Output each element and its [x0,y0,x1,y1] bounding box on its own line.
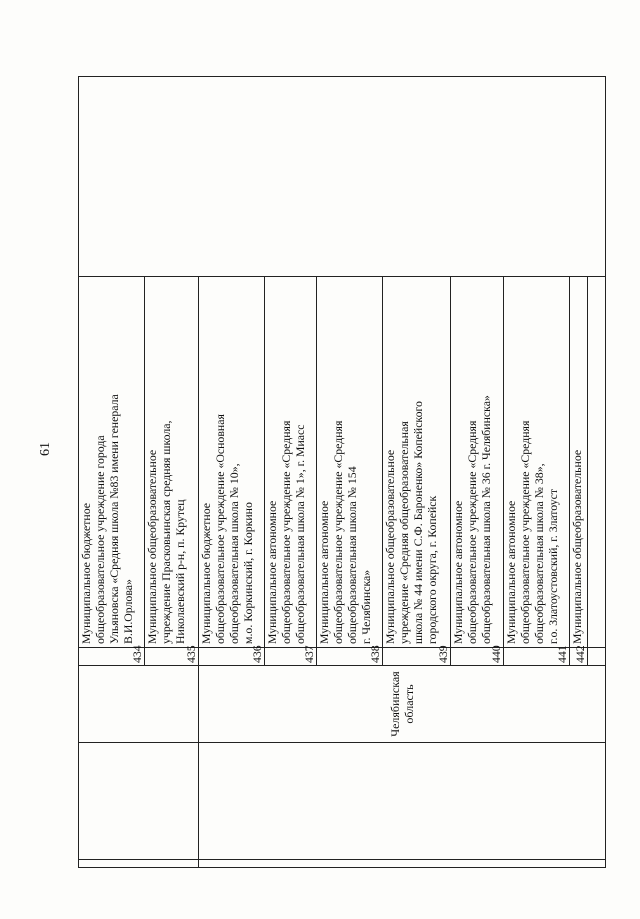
school-name: Муниципальное автономное общеобразовательное учреждение «Средняя общеобразовательная школа № 1», г. Миасс [265,277,317,648]
empty-cell [79,666,199,743]
row-number: 437 [265,648,317,666]
row-number: 434 [79,648,145,666]
rotated-table-wrapper [78,77,605,868]
school-name: Муниципальное бюджетное общеобразовательное учреждение города Ульяновска «Средняя школа №83 имени генерала В.И.Орлова» [79,277,145,648]
row-number: 442 [570,648,588,666]
row-number: 435 [145,648,199,666]
empty-cell [588,648,606,666]
empty-cell [79,860,199,868]
school-name: Муниципальное бюджетное общеобразовательное учреждение «Основная общеобразовательная школа № 10», м.о. Коркинский, г. Коркино [199,277,265,648]
school-name: Муниципальное автономное общеобразовательное учреждение «Средняя общеобразовательная школа № 36 г. Челябинска» [451,277,504,648]
schools-table [78,76,606,868]
row-number: 436 [199,648,265,666]
school-name: Муниципальное автономное общеобразовательное учреждение «Средняя общеобразовательная школа № 154 г. Челябинска» [317,277,383,648]
row-number: 438 [317,648,383,666]
table-row [79,77,145,868]
region-name: Челябинская область [199,666,606,743]
empty-cell [199,743,606,860]
empty-cell [199,860,606,868]
empty-cell [79,743,199,860]
row-number: 439 [383,648,451,666]
empty-cell [588,277,606,648]
school-name: Муниципальное автономное общеобразовательное учреждение «Средняя общеобразовательная школа № 38», г.о. Златоустовский, г. Златоуст [504,277,570,648]
school-name: Муниципальное общеобразовательное [570,277,588,648]
row-number: 441 [504,648,570,666]
row-number: 440 [451,648,504,666]
empty-cell [79,77,606,277]
school-name: Муниципальное общеобразовательное учреждение Прасковьинская средняя школа, Николаевский р-н, п. Крутец [145,277,199,648]
school-name: Муниципальное общеобразовательное учреждение «Средняя общеобразовательная школа № 44 имени С.Ф. Бароненко» Копейского городского округа, г. Копейск [383,277,451,648]
page-number: 61 [38,442,53,456]
